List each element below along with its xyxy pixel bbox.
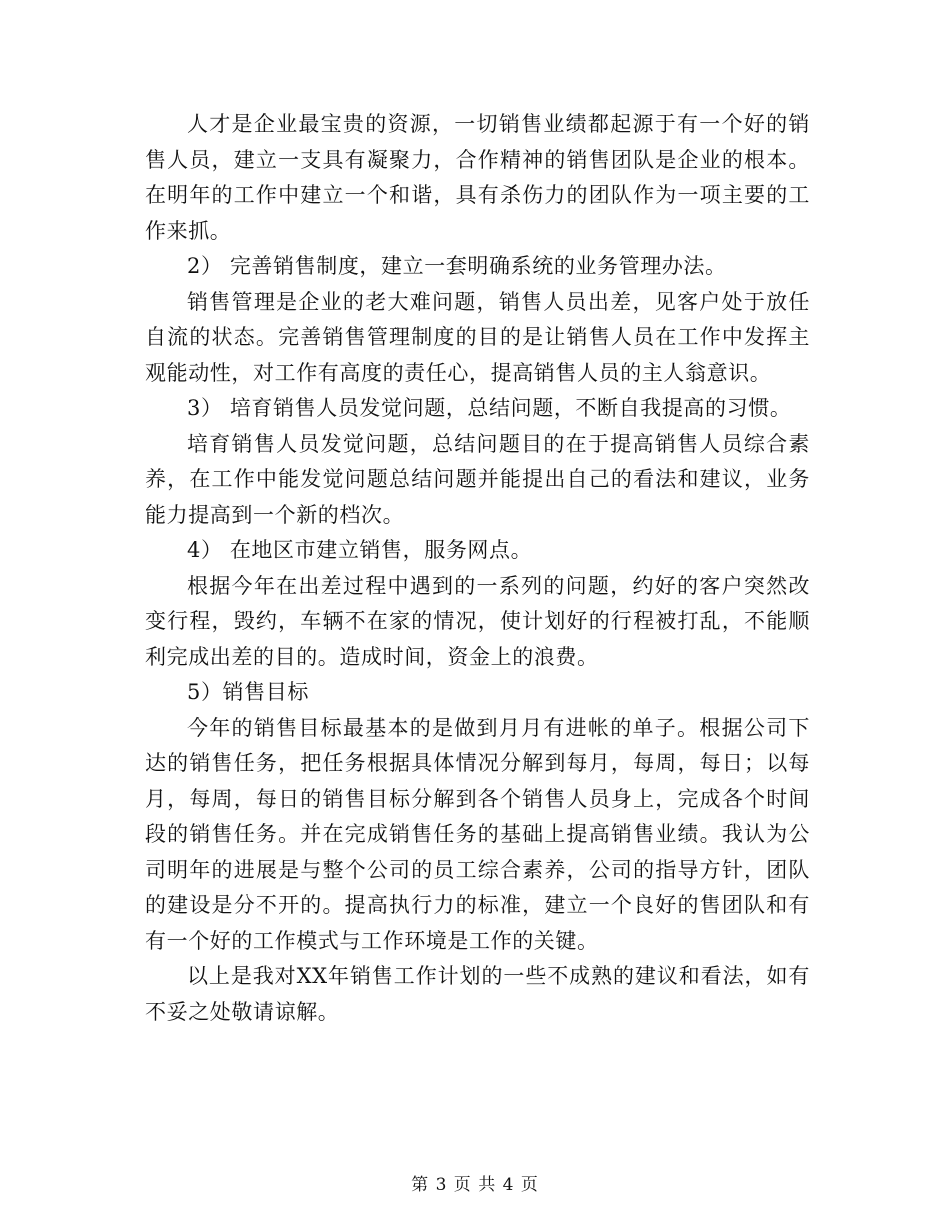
paragraph-talent: 人才是企业最宝贵的资源，一切销售业绩都起源于有一个好的销售人员，建立一支具有凝聚力，合作精神的销售团队是企业的根本。在明年的工作中建立一个和谐，具有杀伤力的团队作为一项主要的工作来抓。 (145, 112, 810, 243)
paragraph-sales-management: 销售管理是企业的老大难问题，销售人员出差，见客户处于放任自流的状态。完善销售管理制度的目的是让销售人员在工作中发挥主观能动性，对工作有高度的责任心，提高销售人员的主人翁意识。 (145, 289, 810, 385)
document-body (145, 107, 810, 1030)
heading-problem-habits: 3） 培育销售人员发觉问题，总结问题，不断自我提高的习惯。 (187, 396, 792, 420)
heading-sales-target: 5）销售目标 (187, 680, 309, 704)
paragraph-sales-target: 今年的销售目标最基本的是做到月月有进帐的单子。根据公司下达的销售任务，把任务根据具体情况分解到每月，每周，每日；以每月，每周，每日的销售目标分解到各个销售人员身上，完成各个时间段的销售任务。并在完成销售任务的基础上提高销售业绩。我认为公司明年的进展是与整个公司的员工综合素养，公司的指导方针，团队的建设是分不开的。提高执行力的标准，建立一个良好的售团队和有有一个好的工作模式与工作环境是工作的关键。 (145, 715, 810, 953)
page-number-footer: 第 3 页 共 4 页 (411, 1175, 539, 1195)
heading-sales-system: 2） 完善销售制度，建立一套明确系统的业务管理办法。 (187, 254, 727, 278)
paragraph-service-network: 根据今年在出差过程中遇到的一系列的问题，约好的客户突然改变行程，毁约，车辆不在家的情况，使计划好的行程被打乱，不能顺利完成出差的目的。造成时间，资金上的浪费。 (145, 573, 810, 669)
paragraph-closing: 以上是我对XX年销售工作计划的一些不成熟的建议和看法，如有不妥之处敬请谅解。 (145, 964, 810, 1024)
heading-service-network: 4） 在地区市建立销售，服务网点。 (187, 538, 533, 562)
paragraph-problem-habits: 培育销售人员发觉问题，总结问题目的在于提高销售人员综合素养，在工作中能发觉问题总结问题并能提出自己的看法和建议，业务能力提高到一个新的档次。 (145, 431, 810, 527)
